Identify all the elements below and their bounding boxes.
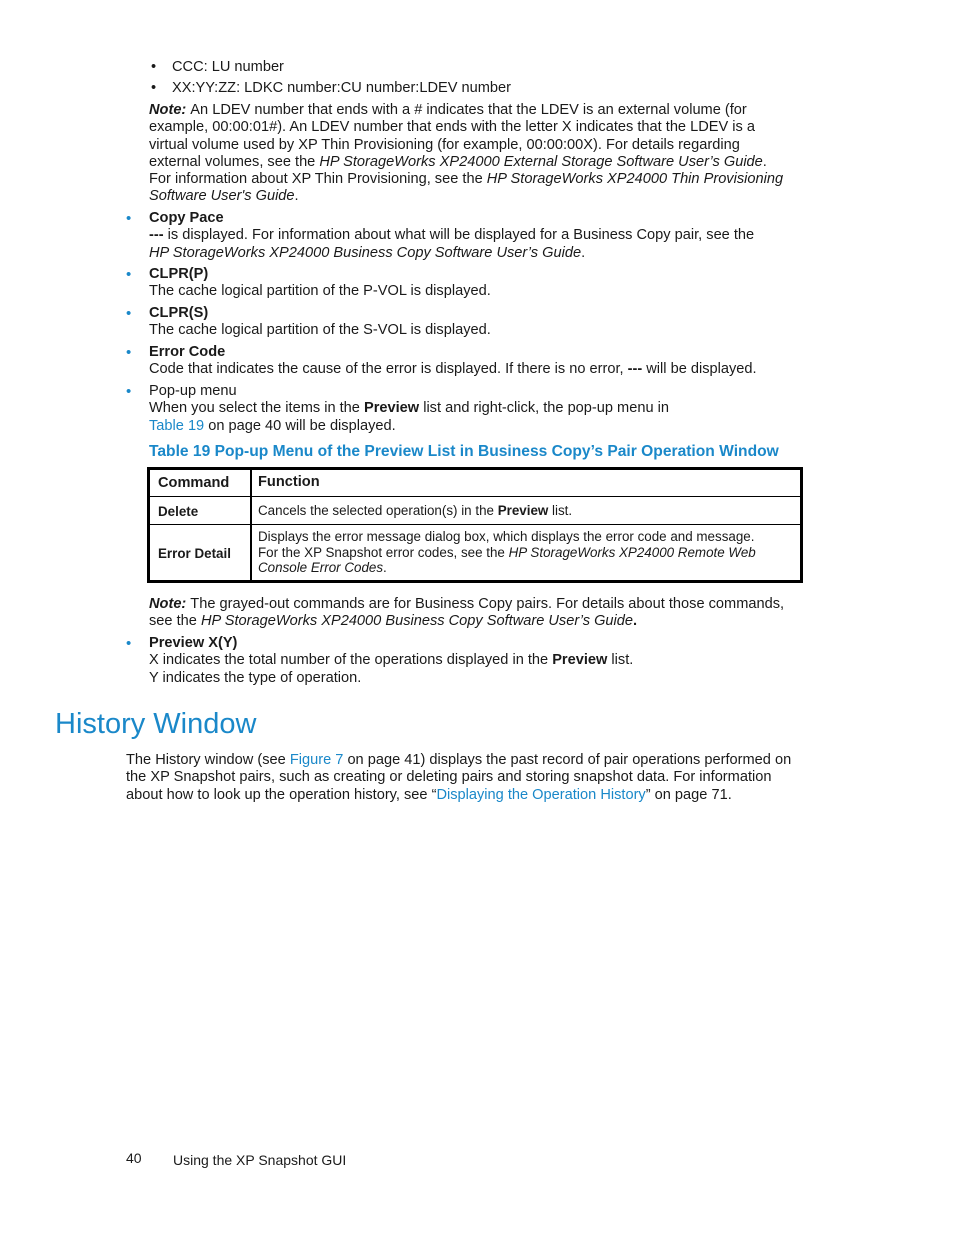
paragraph-text: on page 41) displays the past record of pair operations performed on xyxy=(343,752,792,768)
field-desc: The cache logical partition of the P-VOL is displayed. xyxy=(149,283,491,300)
history-paragraph xyxy=(126,752,791,804)
field-desc: list and right-click, the pop-up menu in xyxy=(419,400,669,417)
field-clpr-s xyxy=(149,305,491,340)
function-text: list. xyxy=(548,503,573,518)
table-19-link[interactable]: Table 19 xyxy=(149,417,205,434)
table-header-row xyxy=(150,470,800,497)
bullet-dot: • xyxy=(126,210,132,227)
field-title: CLPR(S) xyxy=(149,305,209,321)
header-function: Function xyxy=(258,474,320,490)
field-copy-pace xyxy=(149,210,754,262)
popup-menu-table xyxy=(147,467,803,583)
note-block xyxy=(149,102,783,206)
table-row xyxy=(150,525,800,580)
guide-title: HP StorageWorks XP24000 Remote Web xyxy=(508,544,756,560)
field-desc: Y indicates the type of operation. xyxy=(149,669,362,686)
function-text: Cancels the selected operation(s) in the xyxy=(258,503,498,518)
guide-title: Software User's Guide xyxy=(149,188,295,205)
paragraph-text: about how to look up the operation history, see “ xyxy=(126,786,437,803)
field-title: Copy Pace xyxy=(149,210,224,226)
note-label: Note: xyxy=(149,596,187,612)
header-command: Command xyxy=(158,475,230,491)
note-text: virtual volume used by XP Thin Provisioning (for example, 00:00:00X). For details regarding xyxy=(149,136,740,153)
bullet-dot: • xyxy=(151,80,157,96)
note-text: . xyxy=(633,613,638,630)
field-error-code xyxy=(149,344,757,379)
note-text: The grayed-out commands are for Business Copy pairs. For details about those commands, xyxy=(190,596,785,612)
guide-title: HP StorageWorks XP24000 Business Copy Software User’s Guide xyxy=(149,244,582,261)
note-text: An LDEV number that ends with a # indicates that the LDEV is an external volume (for xyxy=(190,102,747,118)
note-text: example, 00:00:01#). An LDEV number that ends with the letter X indicates that the LDEV is a xyxy=(149,119,755,136)
section-heading: History Window xyxy=(55,708,257,740)
bullet-dot: • xyxy=(126,635,132,652)
function-text: . xyxy=(383,560,387,575)
field-desc: list. xyxy=(607,652,634,669)
sub-bullet-item xyxy=(151,80,511,97)
sub-bullet-item xyxy=(151,59,284,76)
page-number: 40 xyxy=(126,1150,142,1166)
note-label: Note: xyxy=(149,102,187,118)
bullet-dot: • xyxy=(126,305,132,322)
note-text: see the xyxy=(149,613,201,630)
field-desc: The cache logical partition of the S-VOL is displayed. xyxy=(149,322,491,339)
dash-value: --- xyxy=(627,361,643,378)
paragraph-text: The History window (see xyxy=(126,752,290,768)
field-desc: on page 40 will be displayed. xyxy=(204,417,396,434)
note-text: . xyxy=(762,153,767,170)
bullet-dot: • xyxy=(126,383,132,400)
bullet-dot: • xyxy=(126,266,132,283)
table-caption: Table 19 Pop-up Menu of the Preview List in Business Copy’s Pair Operation Window xyxy=(149,443,779,460)
function-cell xyxy=(258,503,572,519)
ui-term: Preview xyxy=(363,400,420,417)
field-preview-xy xyxy=(149,635,633,687)
note-text: external volumes, see the xyxy=(149,153,320,170)
command-cell: Error Detail xyxy=(158,546,231,561)
field-desc: Code that indicates the cause of the error is displayed. If there is no error, xyxy=(149,361,628,378)
field-desc: When you select the items in the xyxy=(149,400,364,417)
table-row xyxy=(150,497,800,525)
command-cell: Delete xyxy=(158,504,199,519)
paragraph-text: ” on page 71. xyxy=(645,786,732,803)
guide-title: HP StorageWorks XP24000 Thin Provisioning xyxy=(486,171,784,188)
footer-title: Using the XP Snapshot GUI xyxy=(173,1152,347,1168)
note-text: . xyxy=(294,188,299,205)
field-title: CLPR(P) xyxy=(149,266,209,282)
field-title: Error Code xyxy=(149,344,226,360)
guide-title: HP StorageWorks XP24000 External Storage Software User’s Guide xyxy=(319,153,763,170)
function-text: For the XP Snapshot error codes, see the xyxy=(258,544,509,560)
field-clpr-p xyxy=(149,266,491,301)
ui-term: Preview xyxy=(497,503,549,518)
sub-bullet-text: CCC: LU number xyxy=(172,59,284,75)
function-text: Displays the error message dialog box, which displays the error code and message. xyxy=(258,529,755,544)
sub-bullet-text: XX:YY:ZZ: LDKC number:CU number:LDEV number xyxy=(172,80,512,96)
guide-title: HP StorageWorks XP24000 Business Copy Software User’s Guide xyxy=(200,613,634,630)
field-popup-menu xyxy=(149,383,669,435)
field-desc: . xyxy=(581,244,586,261)
paragraph-text: the XP Snapshot pairs, such as creating or deleting pairs and storing snapshot data. For information xyxy=(126,769,772,786)
figure-7-link[interactable]: Figure 7 xyxy=(289,752,344,768)
bullet-dot: • xyxy=(151,59,157,75)
field-desc: is displayed. For information about what will be displayed for a Business Copy pair, see the xyxy=(163,227,755,244)
ui-term: Preview xyxy=(552,652,608,669)
field-desc: will be displayed. xyxy=(642,361,757,378)
field-title: Preview X(Y) xyxy=(149,635,238,651)
dash-value: --- xyxy=(149,227,164,244)
note-text: For information about XP Thin Provisioning, see the xyxy=(149,171,487,188)
field-desc: X indicates the total number of the operations displayed in the xyxy=(149,652,553,669)
guide-title: Console Error Codes xyxy=(258,560,384,575)
operation-history-link[interactable]: Displaying the Operation History xyxy=(436,786,646,803)
note-block xyxy=(149,596,784,631)
bullet-dot: • xyxy=(126,344,132,361)
field-title: Pop-up menu xyxy=(149,383,237,399)
function-cell xyxy=(258,529,756,576)
